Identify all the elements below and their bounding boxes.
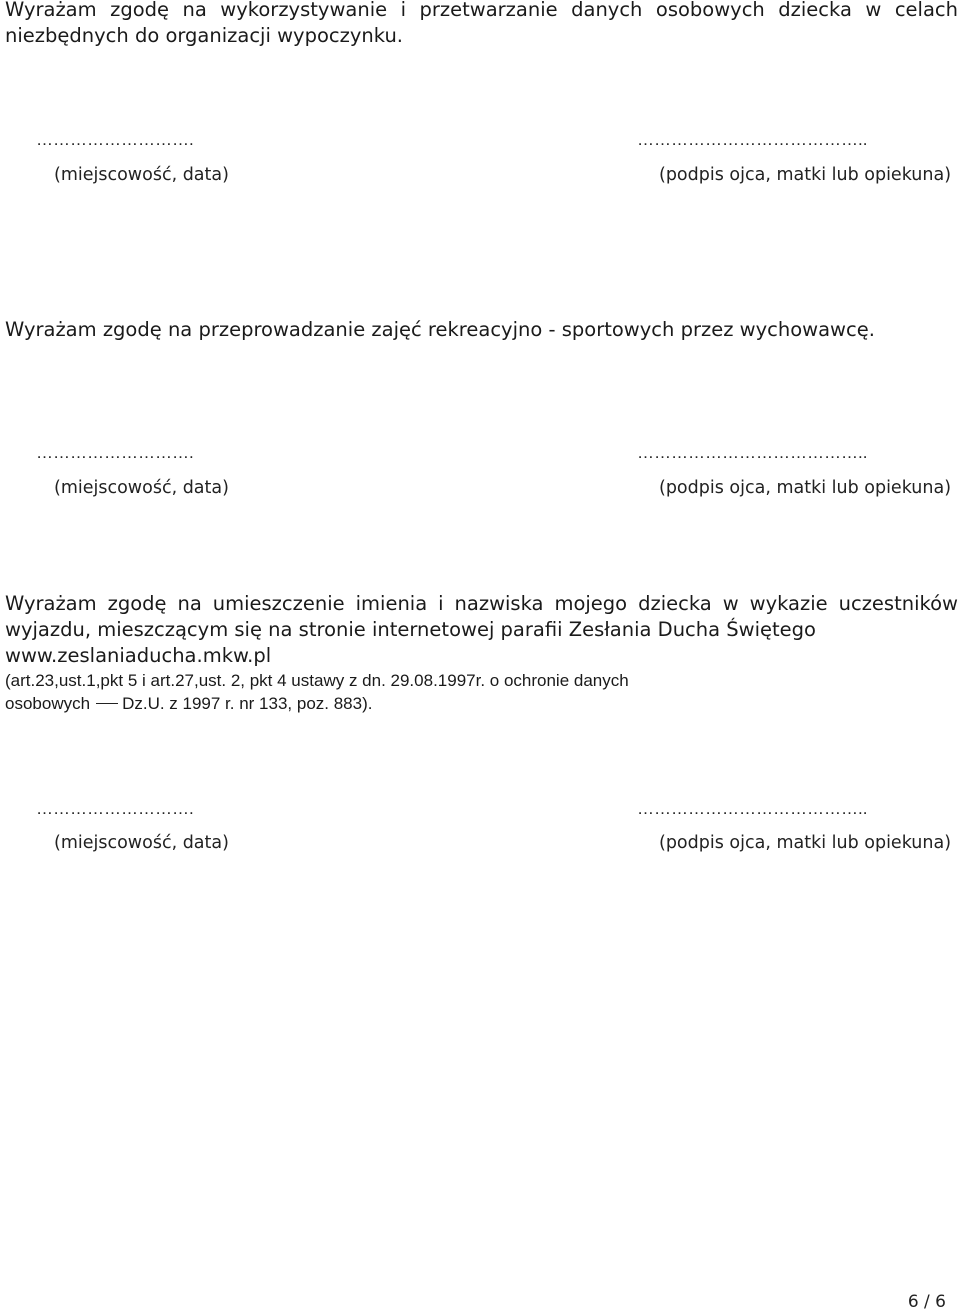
legal-basis-line-2a: osobowych — [5, 694, 91, 713]
signature-dots-parent-2: ………………………………….. — [637, 443, 868, 462]
label-place-date-3: (miejscowość, data) — [54, 833, 229, 853]
consent-1-text-line-2: niezbędnych do organizacji wypoczynku. — [5, 24, 403, 47]
legal-basis-line-1: (art.23,ust.1,pkt 5 i art.27,ust. 2, pkt 4 ustawy z dn. 29.08.1997r. o ochronie danych — [5, 671, 629, 690]
dash-separator — [96, 703, 118, 704]
signature-dots-place-date-2: ………………………. — [36, 443, 194, 462]
signature-dots-parent-1: ………………………………….. — [637, 130, 868, 149]
consent-1-text-line-1: Wyrażam zgodę na wykorzystywanie i przetwarzanie danych osobowych dziecka w celach — [5, 0, 958, 21]
page-number: 6 / 6 — [907, 1292, 946, 1312]
label-place-date-2: (miejscowość, data) — [54, 478, 229, 498]
consent-3-text-line-2: wyjazdu, mieszczącym się na stronie internetowej parafii Zesłania Ducha Świętego — [5, 618, 816, 641]
label-parent-signature-1: (podpis ojca, matki lub opiekuna) — [659, 165, 952, 185]
consent-2-text: Wyrażam zgodę na przeprowadzanie zajęć rekreacyjno - sportowych przez wychowawcę. — [5, 318, 875, 341]
label-parent-signature-3: (podpis ojca, matki lub opiekuna) — [659, 833, 952, 853]
legal-basis-line-2b: Dz.U. z 1997 r. nr 133, poz. 883). — [122, 694, 373, 713]
consent-3-text-line-1: Wyrażam zgodę na umieszczenie imienia i nazwiska mojego dziecka w wykazie uczestników — [5, 592, 958, 615]
signature-dots-place-date-1: ………………………. — [36, 130, 194, 149]
legal-basis-line-2 — [5, 694, 372, 714]
signature-dots-parent-3: ………………………………….. — [637, 799, 868, 818]
consent-3-website: www.zeslaniaducha.mkw.pl — [5, 644, 272, 667]
signature-dots-place-date-3: ………………………. — [36, 799, 194, 818]
label-parent-signature-2: (podpis ojca, matki lub opiekuna) — [659, 478, 952, 498]
label-place-date-1: (miejscowość, data) — [54, 165, 229, 185]
